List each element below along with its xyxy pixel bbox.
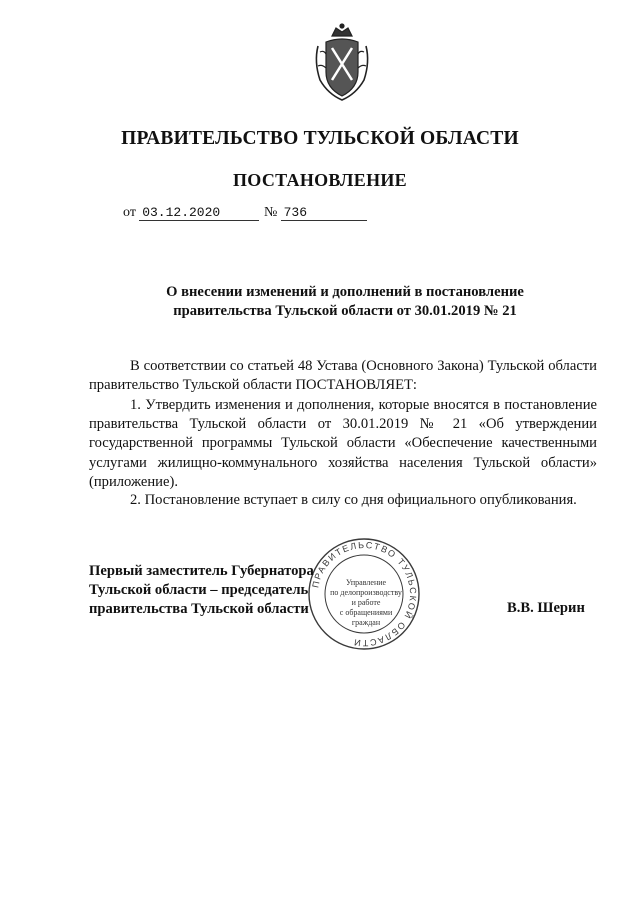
subject-line-2: правительства Тульской области от 30.01.2019 № 21 bbox=[173, 303, 517, 319]
stamp-line-4: с обращениями bbox=[339, 608, 393, 617]
body-item-2 bbox=[89, 491, 597, 510]
signatory-line-3: правительства Тульской области bbox=[89, 601, 309, 617]
date-field bbox=[123, 204, 259, 221]
date-label: от bbox=[123, 205, 136, 220]
signatory-line-2: Тульской области – председатель bbox=[89, 582, 309, 598]
coat-of-arms-icon bbox=[312, 22, 372, 102]
signatory-line-1: Первый заместитель Губернатора bbox=[89, 563, 314, 579]
subject-line-1: О внесении изменений и дополнений в постановление bbox=[166, 284, 524, 300]
number-field bbox=[264, 204, 367, 221]
date-value: 03.12.2020 bbox=[139, 205, 259, 221]
paragraph-2: 2. Постановление вступает в силу со дня официального опубликования. bbox=[130, 492, 577, 508]
paragraph-intro: В соответствии со статьей 48 Устава (Основного Закона) Тульской области правительство Тульской области ПОСТАНОВЛЯЕТ: bbox=[89, 358, 597, 394]
body-item-1 bbox=[89, 396, 597, 492]
signatory-position bbox=[89, 562, 314, 619]
document-type: ПОСТАНОВЛЕНИЕ bbox=[233, 170, 407, 190]
number-value: 736 bbox=[281, 205, 367, 221]
stamp-line-3: и работе bbox=[351, 598, 381, 607]
stamp-line-5: граждан bbox=[351, 618, 381, 627]
body-intro bbox=[89, 357, 597, 395]
signatory-name: В.В. Шерин bbox=[507, 600, 585, 616]
stamp-line-1: Управление bbox=[345, 578, 387, 587]
number-label: № bbox=[264, 205, 278, 220]
document-subject bbox=[120, 283, 570, 321]
paragraph-1: 1. Утвердить изменения и дополнения, которые вносятся в постановление правительства Тульской области от 30.01.2019 № 21 «Об утверждении государственной программы Тульской области «Обеспечение качественными услугами жилищно-коммунального хозяйства населения Тульской области» (приложение). bbox=[89, 397, 597, 490]
organization-title: ПРАВИТЕЛЬСТВО ТУЛЬСКОЙ ОБЛАСТИ bbox=[121, 128, 519, 149]
stamp-line-2: по делопроизводству bbox=[330, 588, 402, 597]
stamp-ring-text: ПРАВИТЕЛЬСТВО ТУЛЬСКОЙ ОБЛАСТИ bbox=[310, 539, 419, 649]
